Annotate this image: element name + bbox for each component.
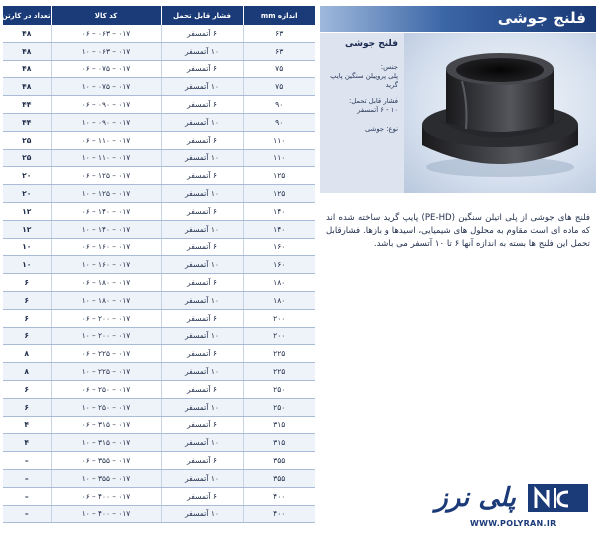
- brand-wordmark: پلی نرز: [435, 483, 516, 513]
- cell-size: ۳۵۵: [243, 469, 315, 487]
- cell-qty: ۲۰: [3, 167, 51, 185]
- cell-pressure: ۱۰ آتمسفر: [161, 185, 243, 203]
- logo-icon: [528, 484, 588, 512]
- cell-size: ۱۴۰: [243, 220, 315, 238]
- table-row: [3, 131, 315, 149]
- table-row: [3, 327, 315, 345]
- cell-code: ۱۰ – ۱۲۵ – ۰۱۷: [51, 185, 161, 203]
- cell-size: ۴۰۰: [243, 505, 315, 523]
- cell-size: ۹۰: [243, 96, 315, 114]
- cell-size: ۲۲۵: [243, 345, 315, 363]
- description: فلنج های جوشی از پلی اتیلن سنگین (PE-HD) پایپ گرید ساخته شده اند که ماده ای است مقاوم به محلول های شیمیایی، اسیدها و بازها. فشارقابل تحمل این فلنج ها بسته به اندازه آنها ۶ تا ۱۰ آتسفر می باشد.: [326, 213, 590, 249]
- cell-qty: ۶: [3, 274, 51, 292]
- table-row: [3, 96, 315, 114]
- table-row: [3, 78, 315, 96]
- brand-logo: [528, 484, 588, 512]
- cell-pressure: ۶ آتمسفر: [161, 416, 243, 434]
- cell-code: ۰۶ – ۰۹۰ – ۰۱۷: [51, 96, 161, 114]
- cell-code: ۱۰ – ۳۱۵ – ۰۱۷: [51, 434, 161, 452]
- cell-size: ۷۵: [243, 78, 315, 96]
- cell-size: ۲۵۰: [243, 398, 315, 416]
- cell-pressure: ۶ آتمسفر: [161, 309, 243, 327]
- cell-qty: ۴۸: [3, 78, 51, 96]
- cell-pressure: ۶ آتمسفر: [161, 345, 243, 363]
- cell-pressure: ۱۰ آتمسفر: [161, 78, 243, 96]
- table-row: [3, 25, 315, 42]
- cell-size: ۲۰۰: [243, 327, 315, 345]
- cell-pressure: ۱۰ آتمسفر: [161, 113, 243, 131]
- cell-pressure: ۱۰ آتمسفر: [161, 434, 243, 452]
- table-row: [3, 487, 315, 505]
- cell-qty: ۱۲: [3, 220, 51, 238]
- cell-qty: ۶: [3, 309, 51, 327]
- cell-pressure: ۶ آتمسفر: [161, 274, 243, 292]
- cell-qty: –: [3, 505, 51, 523]
- cell-size: ۲۵۰: [243, 380, 315, 398]
- flange-image: [404, 33, 596, 193]
- cell-code: ۰۶ – ۲۵۰ – ۰۱۷: [51, 380, 161, 398]
- cell-qty: ۱۲: [3, 202, 51, 220]
- pressure-label: فشار قابل تحمل:: [349, 97, 398, 105]
- table-row: [3, 505, 315, 523]
- cell-pressure: ۶ آتمسفر: [161, 238, 243, 256]
- cell-qty: ۱۰: [3, 256, 51, 274]
- cell-size: ۷۵: [243, 60, 315, 78]
- cell-code: ۱۰ – ۱۴۰ – ۰۱۷: [51, 220, 161, 238]
- website-url[interactable]: WWW.POLYRAN.IR: [470, 519, 557, 528]
- cell-size: ۱۲۵: [243, 167, 315, 185]
- cell-size: ۱۱۰: [243, 149, 315, 167]
- cell-size: ۹۰: [243, 113, 315, 131]
- cell-pressure: ۶ آتمسفر: [161, 131, 243, 149]
- table-row: [3, 434, 315, 452]
- cell-size: ۳۱۵: [243, 416, 315, 434]
- cell-pressure: ۶ آتمسفر: [161, 487, 243, 505]
- cell-qty: –: [3, 452, 51, 470]
- cell-qty: ۶: [3, 380, 51, 398]
- cell-size: ۴۰۰: [243, 487, 315, 505]
- cell-code: ۱۰ – ۰۶۳ – ۰۱۷: [51, 42, 161, 60]
- cell-qty: ۴۴: [3, 113, 51, 131]
- table-row: [3, 256, 315, 274]
- header-qty: تعداد در کارتن: [3, 6, 51, 25]
- cell-qty: –: [3, 487, 51, 505]
- cell-pressure: ۱۰ آتمسفر: [161, 469, 243, 487]
- cell-code: ۰۶ – ۱۸۰ – ۰۱۷: [51, 274, 161, 292]
- cell-code: ۱۰ – ۲۲۵ – ۰۱۷: [51, 363, 161, 381]
- table-row: [3, 398, 315, 416]
- cell-code: ۰۶ – ۲۲۵ – ۰۱۷: [51, 345, 161, 363]
- header-code: کد کالا: [51, 6, 161, 25]
- cell-code: ۱۰ – ۲۰۰ – ۰۱۷: [51, 327, 161, 345]
- material-label: جنس:: [380, 63, 398, 71]
- material-value: پلی پروپیلن سنگین پایپ گرید: [330, 72, 398, 89]
- cell-pressure: ۶ آتمسفر: [161, 202, 243, 220]
- cell-pressure: ۶ آتمسفر: [161, 60, 243, 78]
- cell-size: ۶۳: [243, 42, 315, 60]
- table-row: [3, 291, 315, 309]
- cell-size: ۱۴۰: [243, 202, 315, 220]
- cell-qty: ۴۸: [3, 42, 51, 60]
- cell-size: ۱۶۰: [243, 238, 315, 256]
- table-row: [3, 238, 315, 256]
- cell-pressure: ۱۰ آتمسفر: [161, 327, 243, 345]
- table-row: [3, 452, 315, 470]
- header-pressure: فشار قابل تحمل: [161, 6, 243, 25]
- table-row: [3, 380, 315, 398]
- cell-size: ۱۶۰: [243, 256, 315, 274]
- cell-qty: ۶: [3, 291, 51, 309]
- cell-pressure: ۶ آتمسفر: [161, 380, 243, 398]
- cell-qty: ۶: [3, 327, 51, 345]
- cell-qty: ۴۸: [3, 60, 51, 78]
- cell-pressure: ۱۰ آتمسفر: [161, 291, 243, 309]
- cell-pressure: ۱۰ آتمسفر: [161, 42, 243, 60]
- product-photo: [404, 33, 596, 193]
- cell-pressure: ۱۰ آتمسفر: [161, 149, 243, 167]
- table-row: [3, 113, 315, 131]
- cell-pressure: ۶ آتمسفر: [161, 452, 243, 470]
- cell-qty: ۶: [3, 398, 51, 416]
- title-band: [320, 6, 596, 32]
- table-row: [3, 363, 315, 381]
- cell-pressure: ۱۰ آتمسفر: [161, 505, 243, 523]
- cell-code: ۱۰ – ۱۱۰ – ۰۱۷: [51, 149, 161, 167]
- cell-size: ۳۱۵: [243, 434, 315, 452]
- cell-qty: ۲۵: [3, 149, 51, 167]
- cell-qty: ۸: [3, 363, 51, 381]
- cell-code: ۰۶ – ۱۴۰ – ۰۱۷: [51, 202, 161, 220]
- table-row: [3, 185, 315, 203]
- table-row: [3, 309, 315, 327]
- table-row: [3, 220, 315, 238]
- info-heading: فلنج جوشی: [345, 39, 398, 49]
- cell-pressure: ۱۰ آتمسفر: [161, 256, 243, 274]
- table-row: [3, 202, 315, 220]
- cell-code: ۰۶ – ۴۰۰ – ۰۱۷: [51, 487, 161, 505]
- cell-code: ۱۰ – ۲۵۰ – ۰۱۷: [51, 398, 161, 416]
- cell-qty: ۴: [3, 416, 51, 434]
- cell-size: ۲۲۵: [243, 363, 315, 381]
- cell-size: ۲۰۰: [243, 309, 315, 327]
- cell-qty: ۲۰: [3, 185, 51, 203]
- cell-code: ۰۶ – ۲۰۰ – ۰۱۷: [51, 309, 161, 327]
- table-row: [3, 345, 315, 363]
- page-title: فلنج جوشی: [497, 9, 586, 27]
- cell-code: ۰۶ – ۳۱۵ – ۰۱۷: [51, 416, 161, 434]
- product-table: [3, 6, 315, 523]
- cell-qty: ۴۸: [3, 25, 51, 42]
- cell-qty: ۸: [3, 345, 51, 363]
- cell-size: ۱۸۰: [243, 274, 315, 292]
- cell-pressure: ۱۰ آتمسفر: [161, 363, 243, 381]
- cell-qty: –: [3, 469, 51, 487]
- cell-code: ۰۶ – ۱۲۵ – ۰۱۷: [51, 167, 161, 185]
- cell-pressure: ۶ آتمسفر: [161, 25, 243, 42]
- cell-code: ۱۰ – ۱۶۰ – ۰۱۷: [51, 256, 161, 274]
- cell-size: ۱۸۰: [243, 291, 315, 309]
- table-header-row: [3, 6, 315, 25]
- cell-qty: ۲۵: [3, 131, 51, 149]
- pressure-value: ۱۰ - ۶ آتمسفر: [357, 106, 398, 114]
- table-row: [3, 167, 315, 185]
- cell-qty: ۴: [3, 434, 51, 452]
- cell-code: ۰۶ – ۳۵۵ – ۰۱۷: [51, 452, 161, 470]
- table-row: [3, 149, 315, 167]
- info-panel: [320, 33, 404, 193]
- cell-code: ۰۶ – ۱۱۰ – ۰۱۷: [51, 131, 161, 149]
- cell-size: ۱۲۵: [243, 185, 315, 203]
- cell-pressure: ۱۰ آتمسفر: [161, 398, 243, 416]
- cell-size: ۳۵۵: [243, 452, 315, 470]
- table-row: [3, 274, 315, 292]
- cell-qty: ۴۴: [3, 96, 51, 114]
- cell-pressure: ۶ آتمسفر: [161, 167, 243, 185]
- header-size: اندازه mm: [243, 6, 315, 25]
- table-row: [3, 42, 315, 60]
- cell-code: ۱۰ – ۴۰۰ – ۰۱۷: [51, 505, 161, 523]
- cell-size: ۱۱۰: [243, 131, 315, 149]
- cell-code: ۱۰ – ۰۷۵ – ۰۱۷: [51, 78, 161, 96]
- table-body: [3, 25, 315, 523]
- cell-pressure: ۶ آتمسفر: [161, 96, 243, 114]
- table-row: [3, 469, 315, 487]
- cell-code: ۱۰ – ۳۵۵ – ۰۱۷: [51, 469, 161, 487]
- cell-code: ۰۶ – ۱۶۰ – ۰۱۷: [51, 238, 161, 256]
- table-row: [3, 416, 315, 434]
- table-row: [3, 60, 315, 78]
- cell-code: ۰۶ – ۰۷۵ – ۰۱۷: [51, 60, 161, 78]
- cell-code: ۰۶ – ۰۶۳ – ۰۱۷: [51, 25, 161, 42]
- cell-pressure: ۱۰ آتمسفر: [161, 220, 243, 238]
- cell-code: ۱۰ – ۰۹۰ – ۰۱۷: [51, 113, 161, 131]
- cell-qty: ۱۰: [3, 238, 51, 256]
- type-label: نوع: جوشی: [365, 125, 398, 133]
- cell-size: ۶۳: [243, 25, 315, 42]
- cell-code: ۱۰ – ۱۸۰ – ۰۱۷: [51, 291, 161, 309]
